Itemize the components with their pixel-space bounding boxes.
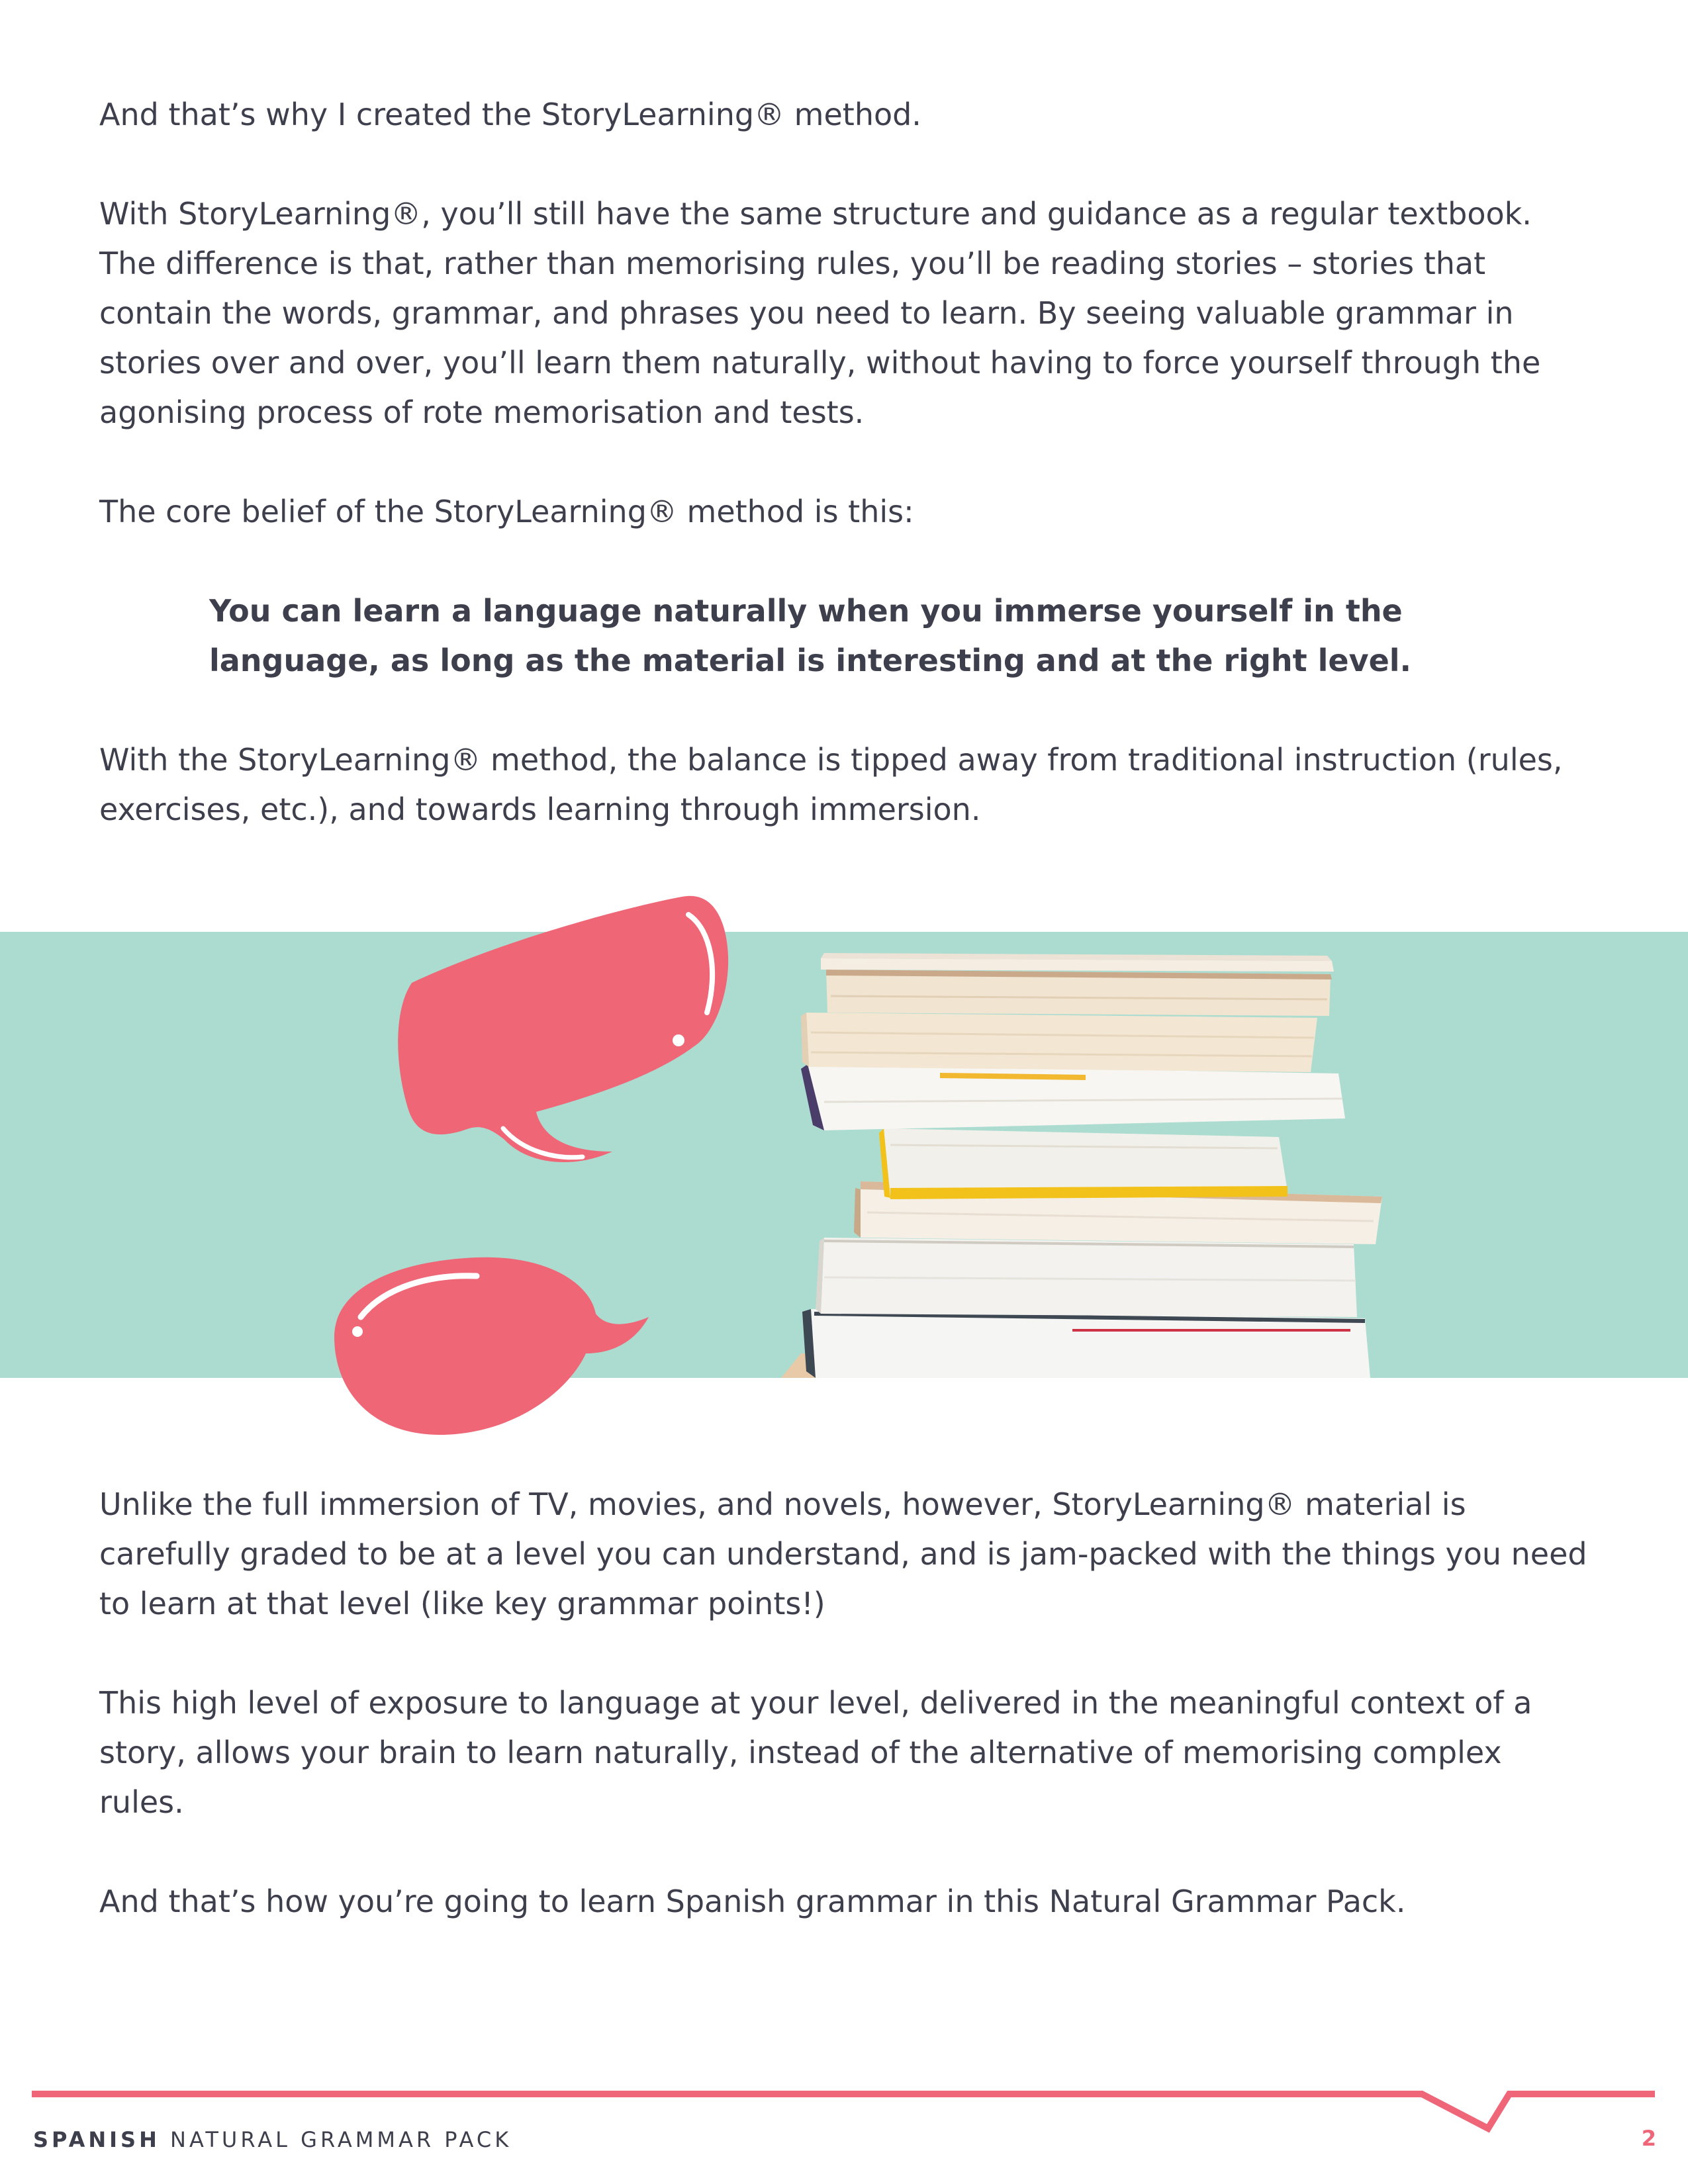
paragraph-exposure: This high level of exposure to language at your level, delivered in the meaningful context of a story, allows your brain to learn naturally, instead of the alternative of memorising complex rules. [99,1685,1532,1820]
book-stack-image [781,953,1382,1378]
paragraph-storylearning-description: With StoryLearning®, you’ll still have the same structure and guidance as a regular textbook. The difference is that, rather than memorising rules, you’ll be reading stories – stories that contain the words, grammar, and phrases you need to learn. By seeing valuable grammar in stories over and over, you’ll learn them naturally, without having to force yourself through the agonising process of rote memorisation and tests. [99,196,1541,430]
footer-title-bold: SPANISH [33,2127,160,2152]
paragraph-core-belief: The core belief of the StoryLearning® method is this: [99,494,914,529]
page-number: 2 [1641,2126,1656,2151]
paragraph-graded-material: Unlike the full immersion of TV, movies, and novels, however, StoryLearning® material is carefully graded to be at a level you can understand, and is jam-packed with the things you need to learn at that level (like key grammar points!) [99,1486,1587,1621]
paragraph-balance: With the StoryLearning® method, the balance is tipped away from traditional instruction (rules, exercises, etc.), and towards learning through immersion. [99,742,1563,827]
speech-bubble-icon [334,1257,649,1435]
core-belief-quote: You can learn a language naturally when you immerse yourself in the language, as long as the material is interesting and at the right level. [209,593,1412,678]
illustration-art [0,887,1688,1456]
footer-title [33,2127,512,2152]
paragraph-intro: And that’s why I created the StoryLearning® method. [99,97,921,132]
speech-bubble-icon [398,896,728,1162]
footer-title-rest: NATURAL GRAMMAR PACK [160,2127,512,2152]
paragraph-closing: And that’s how you’re going to learn Spanish grammar in this Natural Grammar Pack. [99,1884,1406,1919]
